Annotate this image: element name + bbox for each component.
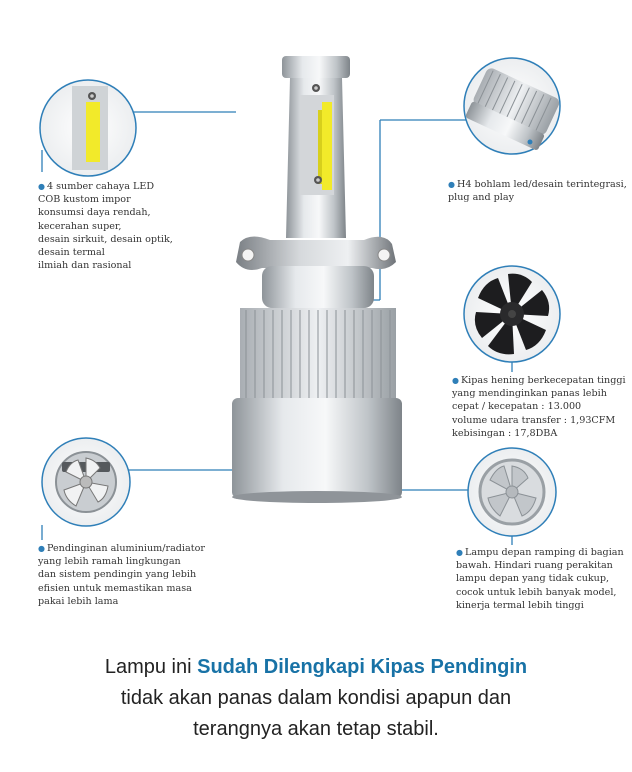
bullet-icon: ● xyxy=(38,182,45,191)
note-silent-fan: ● Kipas hening berkecepatan tinggi yang mendinginkan panas lebih cepat / kecepatan : 13.000 volume udara transfer : 1,93CFM kebisingan : 17,8DBA xyxy=(452,375,626,439)
caption-highlight: Sudah Dilengkapi Kipas Pendingin xyxy=(197,656,528,678)
cooling-fan-icon xyxy=(464,266,560,362)
bullet-icon: ● xyxy=(38,544,45,553)
note-led-source: ● 4 sumber cahaya LED COB kustom impor konsumsi daya rendah, kecerahan super, desain sirkuit, desain optik, desain termal ilmiah dan rasional xyxy=(38,181,173,272)
radiator-back-icon xyxy=(42,438,130,526)
caption-line-3: terangnya akan tetap stabil. xyxy=(193,718,439,740)
product-caption xyxy=(0,652,632,745)
caption-line-2: tidak akan panas dalam kondisi apapun dan xyxy=(120,687,512,709)
note-h4-design: ● H4 bohlam led/desain terintegrasi, plug and play xyxy=(448,179,627,204)
bulb-heatsink-zoom-icon xyxy=(464,58,561,154)
bullet-icon: ● xyxy=(452,376,459,385)
note-aluminium-cooling: ● Pendinginan aluminium/radiator yang lebih ramah lingkungan dan sistem pendingin yang lebih efisien untuk memastikan masa pakai lebih lama xyxy=(38,543,205,607)
caption-line-1: Lampu ini Sudah Dilengkapi Kipas Pendingin xyxy=(104,656,528,678)
bullet-icon: ● xyxy=(456,548,463,557)
bullet-icon: ● xyxy=(448,180,455,189)
led-bulb-illustration xyxy=(232,56,402,503)
note-slim-base: ● Lampu depan ramping di bagian bawah. Hindari ruang perakitan lampu depan yang tidak cukup, cocok untuk lebih banyak model, kinerja termal lebih tinggi xyxy=(456,547,624,611)
led-chip-zoom-icon xyxy=(40,80,136,176)
slim-base-icon xyxy=(468,448,556,536)
